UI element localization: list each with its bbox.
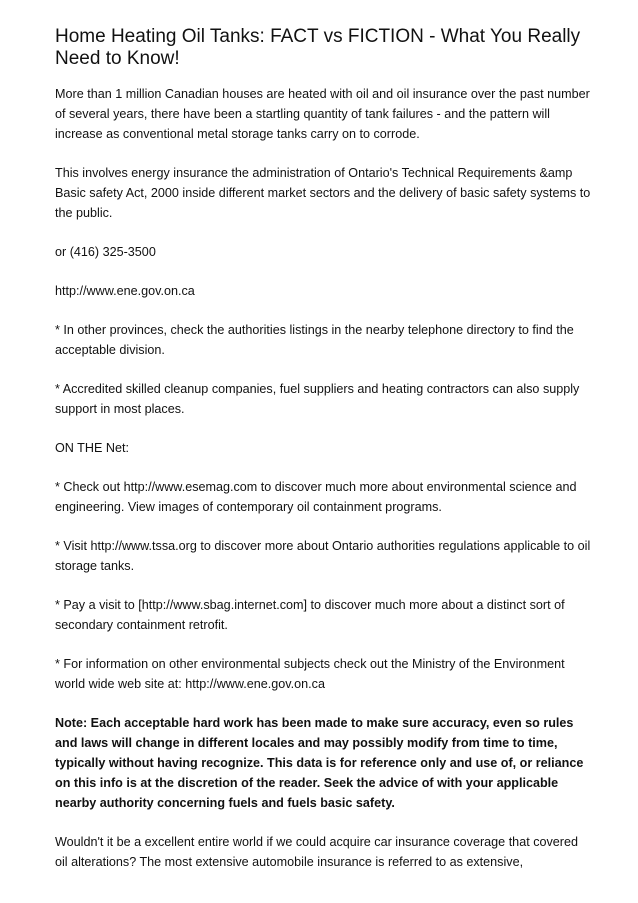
paragraph-intro: More than 1 million Canadian houses are heated with oil and oil insurance over the past number of several years, there have been a startling quantity of tank failures - and the pattern will increase as conventional metal storage tanks carry on to corrode.: [55, 87, 590, 141]
document-page: [55, 26, 591, 891]
paragraph-phone: or (416) 325-3500: [55, 245, 156, 259]
paragraph-tssa: This involves energy insurance the administration of Ontario's Technical Requirements &amp Basic safety Act, 2000 inside different market sectors and the delivery of basic safety systems to the public.: [55, 166, 591, 220]
paragraph-car-insurance: Wouldn't it be a excellent entire world if we could acquire car insurance coverage that covered oil alterations? The most extensive automobile insurance is referred to as extensive,: [55, 835, 578, 869]
paragraph-note: Note: Each acceptable hard work has been made to make sure accuracy, even so rules and laws will change in different locales and may possibly modify from time to time, typically without having recognize. This data is for reference only and use of, or reliance on this info is at the discretion of the reader. Seek the advice of with your applicable nearby authority concerning fuels and fuels basic safety.: [55, 716, 584, 810]
paragraph-on-the-net: ON THE Net:: [55, 441, 129, 455]
document-title: Home Heating Oil Tanks: FACT vs FICTION - What You Really Need to Know!: [55, 26, 581, 69]
paragraph-ministry: * For information on other environmental subjects check out the Ministry of the Environment world wide web site at: http://www.ene.gov.on.ca: [55, 657, 565, 691]
paragraph-sbag: * Pay a visit to [http://www.sbag.internet.com] to discover much more about a distinct sort of secondary containment retrofit.: [55, 598, 565, 632]
paragraph-cleanup: * Accredited skilled cleanup companies, fuel suppliers and heating contractors can also supply support in most places.: [55, 382, 580, 416]
paragraph-url: http://www.ene.gov.on.ca: [55, 284, 195, 298]
paragraph-tssa-link: * Visit http://www.tssa.org to discover more about Ontario authorities regulations applicable to oil storage tanks.: [55, 539, 591, 573]
paragraph-other-provinces: * In other provinces, check the authorities listings in the nearby telephone directory to find the acceptable division.: [55, 323, 574, 357]
paragraph-esemag: * Check out http://www.esemag.com to discover much more about environmental science and engineering. View images of contemporary oil containment programs.: [55, 480, 577, 514]
